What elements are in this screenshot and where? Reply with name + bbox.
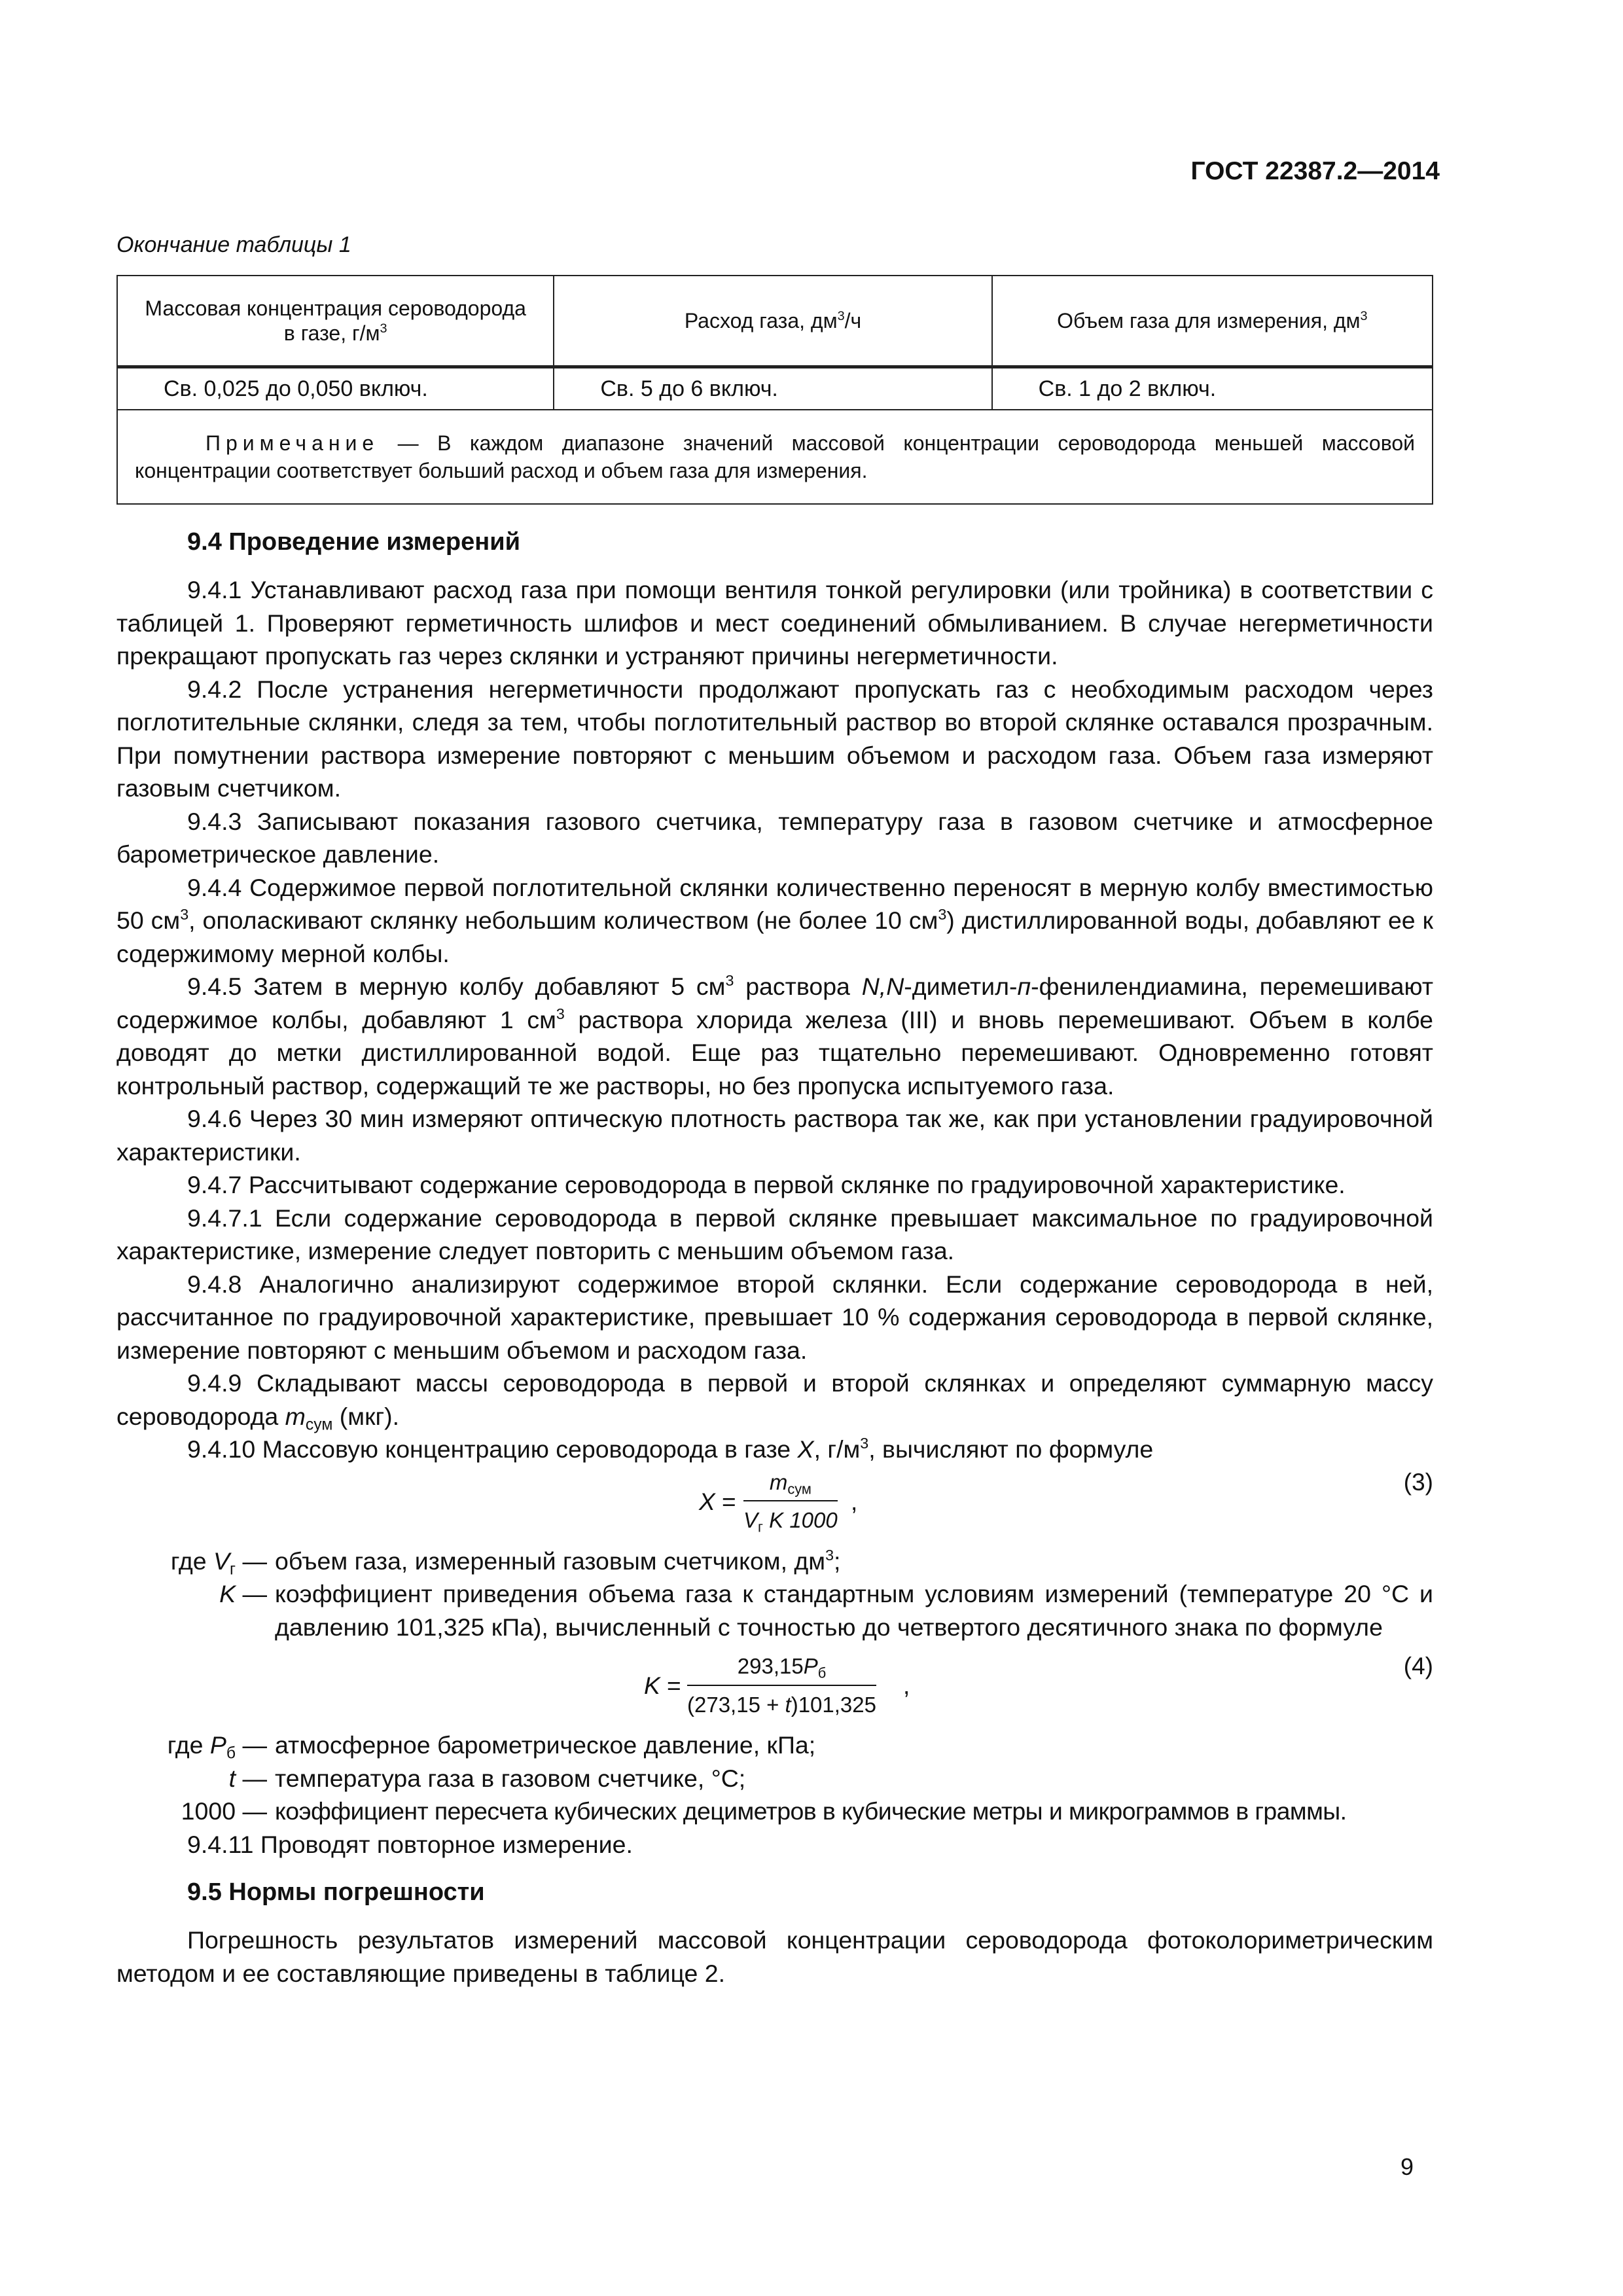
header-concentration: Массовая концентрация сероводорода в газе, $г/м^3$	[117, 276, 554, 367]
formula-3: X = $m_{сум}$ $V_г$ K 1000 , (3)	[116, 1466, 1433, 1545]
table-cell: Св. 0,025 до 0,050 включ.	[117, 367, 554, 410]
paragraph-9-4-5: 9.4.5 Затем в мерную колбу добавляют 5 $см^3$ раствора N,N-диметил-п-фенилендиамина, перемешивают содержимое колбы, добавляют 1 $см^3$ раствора хлорида железа (III) и вновь перемешивают. Объем в колбе доводят до метки дистиллированной водой. Еще раз тщательно перемешивают. Одновременно готовят контрольный раствор, содержащий те же растворы, но без пропуска испытуемого газа.	[116, 972, 1434, 1100]
paragraph-9-4-7-1: 9.4.7.1 Если содержание сероводорода в первой склянке превышает максимальное по градуировочной характеристике, измерение следует повторить с меньшим объемом газа.	[116, 1204, 1433, 1265]
paragraph-9-4-1: 9.4.1 Устанавливают расход газа при помощи вентиля тонкой регулировки (или тройника) в соответствии с таблицей 1. Проверяют герметичность шлифов и мест соединений обмыливанием. В случае негерметичности прекращают пропускать газ через склянки и устраняют причины негерметичности.	[116, 576, 1433, 670]
formula-4: K = $293,15P_б$ (273,15 + t)101,325 , (4)	[116, 1643, 1433, 1729]
note-text: — В каждом диапазоне значений массовой концентрации сероводорода меньшей массовой концентрации соответствует больший расход и объем газа для измерения.	[135, 431, 1415, 482]
table-row	[117, 367, 1433, 410]
paragraph-9-4-4: 9.4.4 Содержимое первой поглотительной склянки количественно переносят в мерную колбу вместимостью 50 $см^3$, ополаскивают склянку небольшим количеством (не более 10 $см^3$) дистиллированной воды, добавляют ее к содержимому мерной колбы.	[116, 873, 1433, 967]
header-gas-flow: Расход газа, $дм^3/ч$	[554, 276, 991, 367]
formula-4-fraction: $293,15P_б$ (273,15 + t)101,325	[687, 1650, 876, 1721]
paragraph-9-5: Погрешность результатов измерений массовой концентрации сероводорода фотоколориметрическим методом и ее составляющие приведены в таблице 2.	[116, 1926, 1433, 1987]
paragraph-9-4-8: 9.4.8 Аналогично анализируют содержимое второй склянки. Если содержание сероводорода в ней, рассчитанное по градуировочной характеристике, превышает 10 % содержания сероводорода в первой склянке, измерение повторяют с меньшим объемом и расходом газа.	[116, 1270, 1433, 1364]
where-block-1: где $V_г$ — объем газа, измеренный газовым счетчиком, $дм^3$; K — коэффициент приведения объема газа к стандартным условиям измерений (температуре 20 °С и давлению 101,325 кПа), вычисленный с точностью до четвертого десятичного знака по формуле	[170, 1546, 1433, 1641]
page-number: 9	[1400, 2153, 1414, 2180]
table-cell: Св. 5 до 6 включ.	[554, 367, 991, 410]
paragraph-9-4-3: 9.4.3 Записывают показания газового счетчика, температуру газа в газовом счетчике и атмосферное барометрическое давление.	[116, 807, 1433, 868]
main-text	[116, 524, 1433, 1990]
paragraph-9-4-10: 9.4.10 Массовую концентрацию сероводорода в газе X, $г/м^3$, вычисляют по формуле	[187, 1435, 1154, 1463]
paragraph-9-4-11: 9.4.11 Проводят повторное измерение.	[187, 1830, 633, 1858]
paragraph-9-4-9: 9.4.9 Складывают массы сероводорода в первой и второй склянках и определяют суммарную массу сероводорода $m_{сум}$ (мкг).	[116, 1369, 1433, 1433]
formula-3-number: (3)	[1403, 1468, 1433, 1496]
table-note	[117, 410, 1433, 504]
table-1-end	[116, 275, 1433, 505]
formula-3-fraction: $m_{сум}$ $V_г$ K 1000	[743, 1466, 838, 1537]
paragraph-9-4-2: 9.4.2 После устранения негерметичности продолжают пропускать газ с необходимым расходом через поглотительные склянки, следя за тем, чтобы поглотительный раствор во второй склянке оставался прозрачным. При помутнении раствора измерение повторяют с меньшим объемом и расходом газа. Объем газа измеряют газовым счетчиком.	[116, 675, 1433, 802]
note-label: Примечание	[205, 431, 380, 455]
table-note-row	[117, 410, 1433, 504]
table-header-row	[117, 276, 1433, 367]
header-gas-volume: Объем газа для измерения, $дм^3$	[992, 276, 1433, 367]
table-caption: Окончание таблицы 1	[116, 232, 351, 257]
paragraph-9-4-7: 9.4.7 Рассчитывают содержание сероводорода в первой склянке по градуировочной характеристике.	[187, 1171, 1346, 1198]
table-cell: Св. 1 до 2 включ.	[992, 367, 1433, 410]
section-9-5-title: 9.5 Нормы погрешности	[187, 1878, 485, 1906]
document-code: ГОСТ 22387.2—2014	[1190, 157, 1440, 185]
section-9-4-title: 9.4 Проведение измерений	[187, 528, 520, 556]
formula-4-number: (4)	[1403, 1653, 1433, 1679]
where-block-2: где $P_б$ — атмосферное барометрическое давление, кПа; t — температура газа в газовом счетчике, °С; 1000 — коэффициент пересчета кубических дециметров в кубические метры и микрограммов в граммы.	[167, 1731, 1347, 1825]
paragraph-9-4-6: 9.4.6 Через 30 мин измеряют оптическую плотность раствора так же, как при установлении градуировочной характеристики.	[116, 1105, 1433, 1166]
